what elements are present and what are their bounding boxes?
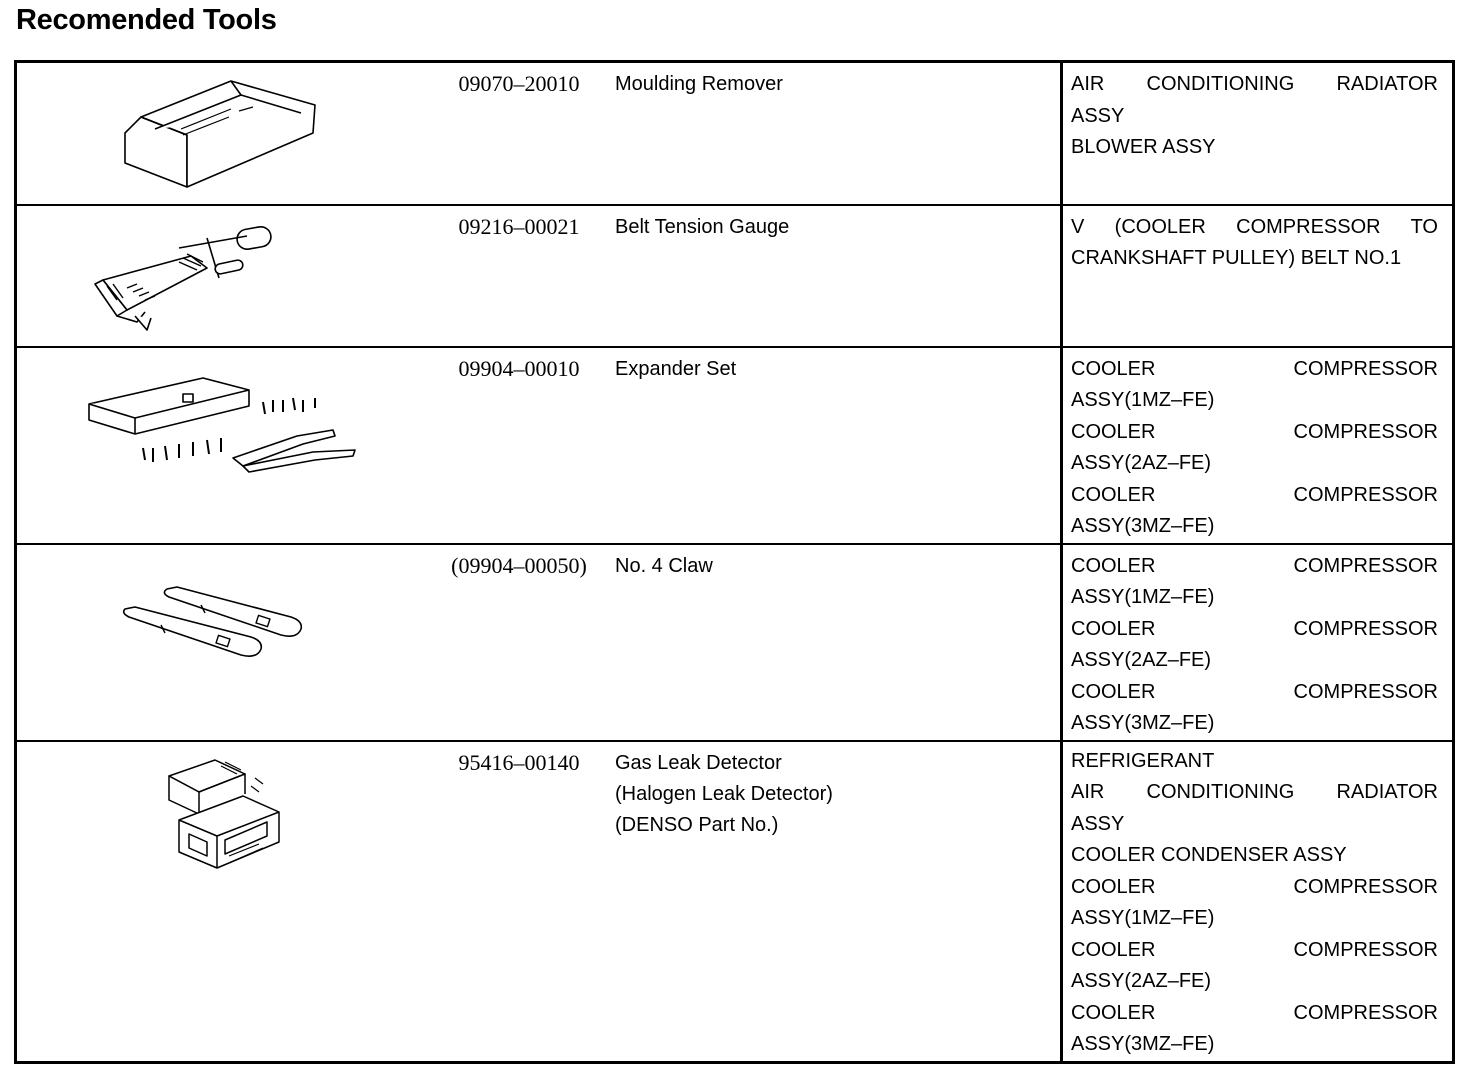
usage-line: ASSY xyxy=(1071,812,1125,835)
tool-image-cell xyxy=(16,205,418,347)
usage-line: AIR CONDITIONING RADIATOR xyxy=(1071,73,1438,95)
usage-line: COOLER COMPRESSOR xyxy=(1071,1001,1438,1024)
usage-line: CRANKSHAFT PULLEY) BELT NO.1 xyxy=(1071,247,1402,270)
part-number: 95416–00140 xyxy=(458,749,580,775)
usage-line: COOLER COMPRESSOR xyxy=(1071,680,1438,703)
table-row xyxy=(16,347,1454,544)
tool-name: Gas Leak Detector xyxy=(615,751,782,774)
usage-line: ASSY(1MZ–FE) xyxy=(1071,586,1215,609)
part-number: (09904–00050) xyxy=(451,552,587,578)
table-row xyxy=(16,62,1454,205)
table-row xyxy=(16,544,1454,741)
usage-line: COOLER COMPRESSOR xyxy=(1071,357,1438,380)
tools-table xyxy=(14,60,1455,1064)
usage-line: ASSY(2AZ–FE) xyxy=(1071,649,1212,672)
usage-line: COOLER COMPRESSOR xyxy=(1071,420,1438,443)
usage-line: ASSY(3MZ–FE) xyxy=(1071,712,1215,735)
usage-line: V (COOLER COMPRESSOR TO xyxy=(1071,215,1438,238)
table-row xyxy=(16,741,1454,1063)
usage-line: ASSY(2AZ–FE) xyxy=(1071,452,1212,475)
tool-name: No. 4 Claw xyxy=(615,554,713,577)
usage-line: COOLER CONDENSER ASSY xyxy=(1071,844,1347,867)
moulding-remover-icon xyxy=(121,77,321,192)
usage-line: BLOWER ASSY xyxy=(1071,136,1216,158)
expander-set-icon xyxy=(83,372,363,482)
tool-image-cell xyxy=(16,544,418,741)
part-number: 09070–20010 xyxy=(458,71,580,96)
usage-line: ASSY(1MZ–FE) xyxy=(1071,907,1215,930)
claw-icon xyxy=(121,583,311,663)
part-number: 09216–00021 xyxy=(458,213,580,239)
tool-image-cell xyxy=(16,347,418,544)
tool-name: Expander Set xyxy=(615,357,737,380)
usage-line: AIR CONDITIONING RADIATOR xyxy=(1071,781,1438,804)
usage-line: ASSY(3MZ–FE) xyxy=(1071,515,1215,538)
usage-line: COOLER COMPRESSOR xyxy=(1071,617,1438,640)
tool-image-cell xyxy=(16,62,418,205)
gas-leak-detector-icon xyxy=(159,756,289,876)
usage-line: COOLER COMPRESSOR xyxy=(1071,875,1438,898)
usage-line: COOLER COMPRESSOR xyxy=(1071,938,1438,961)
usage-line: COOLER COMPRESSOR xyxy=(1071,483,1438,506)
part-number: 09904–00010 xyxy=(458,355,580,381)
tool-name-note: (DENSO Part No.) xyxy=(615,813,779,836)
usage-line: COOLER COMPRESSOR xyxy=(1071,554,1438,577)
usage-line: ASSY(2AZ–FE) xyxy=(1071,970,1212,993)
belt-tension-gauge-icon xyxy=(87,218,277,333)
tool-name: Moulding Remover xyxy=(615,73,783,95)
usage-line: ASSY(1MZ–FE) xyxy=(1071,389,1215,412)
table-row xyxy=(16,205,1454,347)
usage-line: REFRIGERANT xyxy=(1071,749,1215,772)
usage-line: ASSY(3MZ–FE) xyxy=(1071,1033,1215,1056)
tool-name-note: (Halogen Leak Detector) xyxy=(615,782,833,805)
usage-line: ASSY xyxy=(1071,104,1125,127)
page-title: Recomended Tools xyxy=(16,4,277,36)
tool-name: Belt Tension Gauge xyxy=(615,215,790,238)
tool-image-cell xyxy=(16,741,418,1063)
